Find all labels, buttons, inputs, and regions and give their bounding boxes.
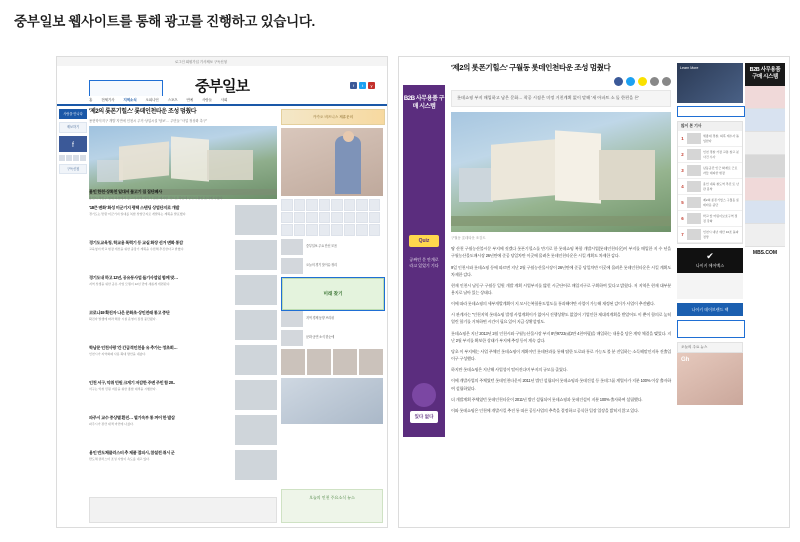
shoe-thumb-6[interactable] [745, 201, 785, 224]
rank-number: 6 [681, 216, 684, 221]
grid-icon[interactable] [294, 224, 306, 236]
list-item[interactable] [678, 147, 742, 163]
list-item[interactable] [89, 275, 277, 305]
news-title[interactable]: 중부일보 주요 단신 모음 [306, 244, 337, 249]
grid-icon[interactable] [331, 212, 343, 224]
list-item[interactable] [89, 380, 277, 410]
rank-number: 7 [681, 232, 684, 237]
list-item[interactable] [89, 240, 277, 270]
grid-icon[interactable] [369, 199, 381, 211]
article-title[interactable]: 파주시 교수 중상별 환진… 열기속부 통 껴어 한 발삼 [89, 415, 175, 421]
news-title[interactable]: 지역 경제 동향 브리핑 [306, 316, 334, 321]
share-buttons [451, 77, 671, 86]
article-paragraph: 이와 롯데쇼핑은 인천에 개발시킬 추진 통 따른 공동사업의 추측을 결정하고 공식한 입장 입장을 밝히지 않고 있다. [451, 407, 639, 413]
left-floating-rail [59, 109, 87, 177]
grid-icon[interactable] [319, 199, 331, 211]
shoe-thumb-2[interactable] [745, 109, 785, 132]
grid-icon[interactable] [369, 212, 381, 224]
article-desc: 반도체 클러스터 조성 사업이 속도를 내고 있다. [89, 457, 150, 462]
nike-ad-label: 나이키 에어맥스 [695, 263, 725, 268]
rank-thumb [687, 197, 701, 208]
list-item[interactable] [89, 189, 277, 200]
left-sidebar-footer-ad[interactable]: 오늘의 인천 주요소식 뉴스 [281, 489, 383, 523]
article-desc: 경기도는 반환 미군기지 일대를 복합 상업단지로 개발하는 계획을 발표했다. [89, 212, 187, 217]
nike-ad-image[interactable] [677, 273, 743, 299]
twitter-icon[interactable]: t [359, 82, 366, 89]
article-paragraph: 롯데쇼핑은 지난 2013년 2월 인천시와 구월농산물시장 부지 8만9723㎡(2만 4천여평)을 매입하는 내용을 담은 계약 체결을 맺었다. 지난 2월 부지를 확보한 상태가 부지에 추정 등이 계속 감다. [451, 330, 671, 343]
email-icon[interactable] [662, 77, 671, 86]
portrait-thumb[interactable] [307, 349, 331, 375]
rail-icon-a[interactable] [59, 155, 65, 161]
left-website-screenshot [56, 56, 388, 528]
nav-item-2[interactable]: 지역소식 [123, 97, 137, 102]
left-nav [57, 96, 387, 106]
grid-icon[interactable] [281, 224, 293, 236]
page-caption: 중부일보 웹사이트를 통해 광고를 진행하고 있습니다. [14, 14, 316, 29]
shoe-thumb-3[interactable] [745, 132, 785, 155]
list-item[interactable] [678, 131, 742, 147]
article-paragraph: 시 관계자는 "인천지역 롯데쇼핑 발생 사업계획이가 없어서 진행상황도 없었어 기업인한 제대적계획을 받았어도 이 뿐이 합의로 높히 열린 합기를 거쳐하면 시간이 필요 있어 지금 상황설명도. [451, 312, 671, 325]
twitter-share-icon[interactable] [626, 77, 635, 86]
article-title[interactable]: 용인 한천·상록천 일대서 물고기 집 집단폐사 [89, 189, 162, 194]
left-lead-subhead: 용현학익지구 개발 지연에 인천시 주거·상업시설 '답보'… 주민들 "사업 정상화 촉구" [89, 118, 208, 123]
article-thumbnail [235, 345, 277, 375]
news-thumb [281, 258, 303, 274]
rank-number: 1 [681, 136, 684, 141]
quiz-badge[interactable]: Quiz [409, 235, 439, 247]
rank-title[interactable]: 학교 앞 어린이보호구역 점검 강화 [703, 214, 738, 223]
rank-thumb [687, 213, 701, 224]
article-thumbnail [235, 310, 277, 340]
photo-caption: 구월동 롯데타운 조감도 [451, 236, 486, 241]
shoe-thumb-7[interactable] [745, 224, 785, 247]
left-bottom-ad[interactable] [89, 497, 277, 523]
article-desc: 파주시가 관련 대책 마련에 나섰다. [89, 422, 134, 427]
news-title[interactable]: 문화·공연 소식 한눈에 [306, 335, 335, 340]
article-lead: 롯데쇼핑 부지 매입하고 남은 문화… 착공 시점은 미정 거친계획 없이 말해 '새 아파트 소 돌 한편을 론' [451, 90, 671, 107]
shoe-thumb-5[interactable] [745, 178, 785, 201]
rank-number: 3 [681, 168, 684, 173]
kakao-share-icon[interactable] [638, 77, 647, 86]
aside-bottom-image[interactable] [677, 353, 743, 405]
grid-icon[interactable] [319, 212, 331, 224]
article-desc: 인천시가 지역화폐 사용 확대 방안을 내놨다. [89, 352, 147, 357]
article-desc: 교육청이 학교 현장 개선을 위한 중장기 계획을 수립해 추진한다고 밝혔다. [89, 247, 185, 252]
grid-icon[interactable] [294, 212, 306, 224]
sidebar-icon-grid [281, 199, 383, 236]
grid-icon[interactable] [344, 212, 356, 224]
left-site-sidebar [281, 109, 383, 427]
rank-title[interactable]: 인천 경찰 가장 교통 참고 분 사건 수사 [703, 150, 740, 159]
left-vertical-ad-button[interactable]: 있다 없다 [410, 411, 438, 423]
shoe-thumb-1[interactable] [745, 86, 785, 109]
rank-title[interactable]: 인천시 내년 예산 10조 돌파 전망 [703, 230, 739, 239]
list-item[interactable] [89, 345, 277, 375]
article-body [451, 245, 671, 414]
grid-icon[interactable] [331, 199, 343, 211]
grid-icon[interactable] [281, 212, 293, 224]
nike-swoosh-icon: ✔ [706, 251, 714, 261]
article-title[interactable]: 경기도내 하고 12년, 공유동사업 들기사업일 함께 맞… [89, 275, 178, 281]
rank-thumb [687, 133, 701, 144]
grid-icon[interactable] [306, 224, 318, 236]
article-thumbnail [235, 380, 277, 410]
decorative-circle [412, 383, 436, 407]
rail-item-report[interactable]: 제보하기 [59, 122, 87, 132]
aside-bottom-tag: Gh [681, 357, 690, 364]
search-input[interactable] [677, 106, 745, 117]
left-masthead [57, 66, 387, 97]
list-item[interactable] [281, 330, 383, 346]
rank-thumb [687, 165, 701, 176]
sidebar-model-ad[interactable] [281, 128, 383, 196]
nike-ad-cta[interactable]: 나이키 데이브랜드 팩 [677, 303, 743, 317]
article-desc: 지역 상생을 위한 공유 사업 모델이 12년 만에 새롭게 개편된다. [89, 282, 171, 287]
article-title[interactable]: 용인 반도체클러스터 추 제품 접피시, 참설전 취시 군 [89, 450, 175, 456]
article-main [451, 63, 671, 418]
nav-item-6[interactable]: 사람들 [201, 97, 212, 102]
grid-icon[interactable] [306, 212, 318, 224]
nav-item-1[interactable]: 전체기사 [101, 97, 115, 102]
list-item[interactable] [678, 163, 742, 179]
list-item[interactable] [678, 179, 742, 195]
article-title[interactable]: '18큰 변화' 화성 미군기지 평택 스탠딩 상업단지로 개발 [89, 205, 180, 211]
article-photo [451, 112, 671, 232]
rank-title[interactable]: 제2의 롯폰기힐스 구월동 롯데타운 중단 [703, 198, 740, 207]
article-paragraph: 당초 이 부지에는 사업 주체인 롯데쇼핑이 계획이던 롯데단과를 통해 탑한 도로와 통로 가능도 볼 분 진입하는 소득해말인지록 진출입이구 구성했다. [451, 348, 671, 362]
right-vertical-ad-title: B2B 사무용품 구매 시스템 [745, 63, 785, 86]
article-paragraph: 현재 인천시 남동구 구월동 일원 개발 계획 시업부지를 밟힌 시군단어로 매입지구로 구획하여 있다고 밝혔다. 저 지역은 현재 대부분 용지로 남아 있는 상태다. [451, 282, 671, 295]
rail-item-subscribe[interactable]: 구독신청 [59, 164, 87, 174]
rail-icon-grid [59, 155, 87, 161]
most-read-list [677, 131, 743, 244]
facebook-page-icon[interactable]: f [59, 136, 87, 152]
grid-icon[interactable] [344, 199, 356, 211]
nav-item-4[interactable]: 스포츠 [167, 97, 178, 102]
right-article-screenshot [398, 56, 790, 528]
article-paragraph: 이에 개발사업의 주체였던 롯데인천타운이 2011년 법인 설립되어 롯데쇼핑과 롯데건설 등 롯데그룹 계열사가 지분 100% 이상 출자하여 설립하였다. [451, 378, 671, 391]
article-paragraph: 더 개발계획 주체였던 롯데인천타운이 2011년 법인 설립되어 롯데쇼핑과 롯데건설이 지분 100% 출자하여 설립했다. [451, 396, 643, 402]
grid-icon[interactable] [331, 224, 343, 236]
article-desc: 용인시 처인구 일대 하천에서 물고기 수백 마리가 집단 폐사한 것으로 확인돼 당국이 원인 조사에 나섰다. [89, 195, 224, 200]
rank-number: 5 [681, 200, 684, 205]
sidebar-ad-banner[interactable]: 카카오 비즈니스 제휴문의 [281, 109, 385, 125]
grid-icon[interactable] [281, 199, 293, 211]
list-item[interactable] [89, 205, 277, 235]
article-thumbnail [235, 415, 277, 445]
news-thumb [281, 239, 303, 255]
article-thumbnail [235, 450, 277, 480]
portrait-thumb[interactable] [281, 349, 305, 375]
rank-thumb [687, 181, 701, 192]
right-vertical-ad-logo: MBS.COM [745, 247, 785, 259]
grid-icon[interactable] [294, 199, 306, 211]
list-item[interactable] [89, 450, 277, 480]
aside-bottom-header: 오늘의 주요 뉴스 [677, 342, 743, 353]
sidebar-secondary-ad[interactable] [281, 378, 383, 424]
rank-thumb [687, 229, 701, 240]
article-paragraph: 이에 따라 롯데쇼핑의 세부개발계획이 지 모시는복합용도업도를 통과해야만 사업이 가능해 재정된 감이가 사업이 추진됐다. [451, 301, 655, 307]
rank-number: 2 [681, 152, 684, 157]
left-lead-headline[interactable]: '제2의 롯폰기힐스' 롯데인천타운 조성 멈췄다 [89, 109, 197, 115]
article-aside [677, 63, 743, 405]
rank-thumb [687, 149, 701, 160]
portrait-thumb[interactable] [359, 349, 383, 375]
facebook-icon[interactable]: f [350, 82, 357, 89]
list-item[interactable] [89, 415, 277, 445]
print-icon[interactable] [650, 77, 659, 86]
rail-icon-d[interactable] [80, 155, 86, 161]
left-sns-group [350, 82, 375, 89]
rail-icon-c[interactable] [73, 155, 79, 161]
article-title[interactable]: 경기도교육청, 학교용 폭력기 등 교실 화장 선거 변화 통감 [89, 240, 183, 246]
article-headline: '제2의 롯폰기힐스' 구월동 롯데인천타운 조성 멈췄다 [451, 63, 611, 72]
sidebar-portrait-row [281, 349, 383, 375]
portrait-thumb[interactable] [333, 349, 357, 375]
left-vertical-ad-title: B2B 사무용품 구매 시스템 [403, 96, 445, 111]
grid-icon[interactable] [344, 224, 356, 236]
rank-number: 4 [681, 184, 684, 189]
list-item[interactable] [678, 227, 742, 243]
shoe-thumb-4[interactable] [745, 155, 785, 178]
news-thumb [281, 330, 303, 346]
nav-item-7[interactable]: 사회 [220, 97, 228, 102]
nav-item-3[interactable]: 오피니언 [145, 97, 159, 102]
sidebar-green-ad[interactable]: 미래 찾기 [282, 278, 384, 310]
highlight-box-green-ad [281, 277, 385, 311]
left-topbar-links[interactable]: 로그인 회원가입 기사제보 구독신청 [175, 60, 227, 64]
list-item[interactable] [678, 211, 742, 227]
nike-ad[interactable] [677, 248, 743, 273]
article-desc: 서구는 악취 민원 저감을 위한 종합 대책을 시행한다. [89, 387, 157, 392]
rank-title[interactable]: 세종대 경찰, 의혹 재수사 돌입한다 [703, 134, 740, 143]
article-title[interactable]: 학남문 인천사랑 '간 간급격인천움 유 추가는 정초회… [89, 345, 178, 351]
left-site-logo[interactable]: 중부일보 [195, 79, 249, 95]
left-article-list [89, 189, 277, 485]
rail-item-interview[interactable]: 사람을 만나다 [59, 109, 87, 119]
article-paragraph: 하지만 롯데쇼핑은 지난해 사업성이 떨어진다며 부지의 규모를 줄였다. [451, 367, 568, 373]
grid-icon[interactable] [306, 199, 318, 211]
grid-icon[interactable] [356, 199, 368, 211]
rank-title[interactable]: 남동공단 인근 화재로 근로자들 대피한 현장 [703, 166, 738, 175]
rank-title[interactable]: 용인 내륙 철도역 추진 또 난관 봉착 [703, 182, 740, 191]
rail-icon-b[interactable] [66, 155, 72, 161]
list-item[interactable] [281, 311, 383, 327]
grid-icon[interactable] [356, 224, 368, 236]
aside-learn-more-ad[interactable]: Learn More [677, 63, 743, 103]
list-item[interactable] [89, 310, 277, 340]
youtube-icon[interactable]: y [368, 82, 375, 89]
list-item[interactable] [678, 195, 742, 211]
right-vertical-ad[interactable] [745, 63, 785, 259]
news-thumb [281, 311, 303, 327]
grid-icon[interactable] [356, 212, 368, 224]
article-title[interactable]: 인천 서구, 악취 민원 크게기 저감한 주변 주민 함 20.. [89, 380, 175, 386]
grid-icon[interactable] [369, 224, 381, 236]
article-thumbnail [235, 205, 277, 235]
nav-item-5[interactable]: 연예 [186, 97, 193, 102]
article-title[interactable]: 코로나19 확진자 나온 문화초·상인전래 통고 중단 [89, 310, 170, 316]
left-vertical-ad[interactable] [403, 85, 445, 437]
article-paragraph: 9일 인천시와 롯데쇼핑 등에 따르면 지난 2월 구월농산물시장이 26년만에 준공 당일차만 이곳에 몰려온 롯데인천타운은 시킬 계획도 차제한 감다. [451, 264, 671, 277]
article-thumbnail [235, 240, 277, 270]
nav-item-0[interactable]: 홈 [89, 97, 93, 102]
list-item[interactable] [281, 239, 383, 255]
facebook-share-icon[interactable] [614, 77, 623, 86]
article-paragraph: 땅 산천 구월농산불시문 부지에 짓겠다 롯폰기힐스를 만기로 한 롯데쇼핑 복합 개발시업(롯데인천타운)이 부지를 매입한 지 수 년을 구월농산물도매시장 26년만에 준공 당일차만 이곳에 몰려온 롯데인천타운은 시킬 계획도 차제한 감다. [451, 246, 671, 259]
grid-icon[interactable] [319, 224, 331, 236]
left-vertical-ad-sub: 공짜인 문 안개로 라고 있었기 기다 [409, 257, 439, 268]
article-desc: 확진자 발생에 따라 해당 시설 운영이 잠정 중단됐다. [89, 317, 157, 322]
most-read-header: 많이 본 기사 [677, 121, 743, 131]
highlight-box-aside-ad [677, 320, 745, 338]
article-thumbnail [235, 275, 277, 305]
news-title[interactable]: 오늘의 경기 핫이슈 정리 [306, 263, 337, 268]
list-item[interactable] [281, 258, 383, 274]
